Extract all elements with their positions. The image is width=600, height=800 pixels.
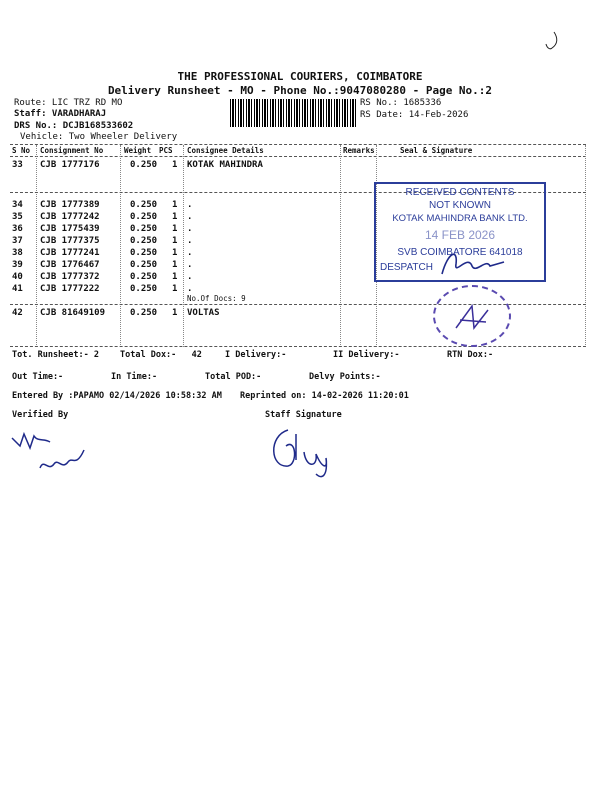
stamp-line: DESPATCH [380,262,433,273]
row-sno: 38 [12,248,23,258]
row-sno: 42 [12,308,23,318]
row-sno: 40 [12,272,23,282]
verified-signature [10,428,100,484]
rtn-dox: RTN Dox:- [447,350,494,360]
row-details: . [187,248,193,258]
staff: Staff: VARADHARAJ [14,109,107,119]
row-wt: 0.250 [130,200,158,210]
row-wt: 0.250 [130,284,158,294]
row-cn: CJB 1777372 [40,272,100,282]
row-sno: 39 [12,260,23,270]
divider [10,346,586,347]
divider [10,156,586,157]
total-dox: Total Dox:- 42 [120,350,202,360]
staff-signature-label: Staff Signature [265,410,342,420]
row-sno: 36 [12,224,23,234]
row-details: VOLTAS [187,308,220,318]
row-cn: CJB 1777241 [40,248,100,258]
corner-mark [540,30,564,54]
rs-no: RS No.: 1685336 [360,98,442,108]
row-cn: CJB 1777375 [40,236,100,246]
row-details: . [187,260,193,270]
stamp-line: SVB COIMBATORE 641018 [397,247,523,258]
row-pcs: 1 [172,260,178,270]
row-cn: CJB 1775439 [40,224,100,234]
row-cn: CJB 1776467 [40,260,100,270]
col-pcs: PCS [159,146,173,155]
row-sno: 41 [12,284,23,294]
verified-by-label: Verified By [12,410,69,420]
divider [10,144,586,145]
row-details: . [187,212,193,222]
col-seal: Seal & Signature [400,146,473,155]
col-consignment: Consignment No [40,146,104,155]
total-pod: Total POD:- [205,372,262,382]
delvy-points: Delvy Points:- [309,372,381,382]
row-pcs: 1 [172,248,178,258]
stamp-line: NOT KNOWN [428,200,492,211]
row-wt: 0.250 [130,272,158,282]
row-pcs: 1 [172,224,178,234]
row-pcs: 1 [172,272,178,282]
row-pcs: 1 [172,212,178,222]
no-of-docs: No.Of Docs: 9 [187,294,246,303]
i-delivery: I Delivery:- [225,350,287,360]
col-sno: S No [12,146,31,155]
row-details: KOTAK MAHINDRA [187,160,263,170]
row-wt: 0.250 [130,224,158,234]
ii-delivery: II Delivery:- [333,350,400,360]
col-consignee: Consignee Details [187,146,264,155]
row-cn: CJB 1777222 [40,284,100,294]
stamp-date: 14 FEB 2026 [424,228,496,242]
staff-signature [266,424,342,484]
row-pcs: 1 [172,308,178,318]
entered-by: Entered By :PAPAMO 02/14/2026 10:58:32 AM [12,391,222,401]
row-wt: 0.250 [130,308,158,318]
row-details: . [187,284,193,294]
row-wt: 0.250 [130,248,158,258]
row-details: . [187,236,193,246]
row-pcs: 1 [172,160,178,170]
in-time: In Time:- [111,372,158,382]
vehicle: Vehicle: Two Wheeler Delivery [20,132,178,142]
rs-date: RS Date: 14-Feb-2026 [360,110,469,120]
row-pcs: 1 [172,284,178,294]
col-remarks: Remarks [343,146,375,155]
row-cn: CJB 1777176 [40,160,100,170]
runsheet-subtitle: Delivery Runsheet - MO - Phone No.:9047080280 - Page No.:2 [107,84,493,97]
row-wt: 0.250 [130,212,158,222]
tot-runsheet: Tot. Runsheet:- 2 [12,350,99,360]
row-wt: 0.250 [130,160,158,170]
row-details: . [187,224,193,234]
row-pcs: 1 [172,200,178,210]
row-wt: 0.250 [130,236,158,246]
row-cn: CJB 1777242 [40,212,100,222]
route: Route: LIC TRZ RD MO [14,98,123,108]
row-details: . [187,272,193,282]
drs-no: DRS No.: DCJB168533602 [14,121,134,131]
row-wt: 0.250 [130,260,158,270]
out-time: Out Time:- [12,372,64,382]
row-details: . [187,200,193,210]
stamp-line: KOTAK MAHINDRA BANK LTD. [392,213,528,224]
row-pcs: 1 [172,236,178,246]
seal-signature [450,300,494,336]
row-cn: CJB 81649109 [40,308,106,318]
row-sno: 33 [12,160,23,170]
row-cn: CJB 1777389 [40,200,100,210]
row-sno: 34 [12,200,23,210]
reprinted-on: Reprinted on: 14-02-2026 11:20:01 [240,391,409,401]
stamp-line: RECEIVED CONTENTS [405,187,515,198]
col-weight: Weight [124,146,152,155]
stamp-signature [438,244,508,280]
barcode [230,99,356,127]
company-title: THE PROFESSIONAL COURIERS, COIMBATORE [177,70,423,83]
row-sno: 37 [12,236,23,246]
row-sno: 35 [12,212,23,222]
